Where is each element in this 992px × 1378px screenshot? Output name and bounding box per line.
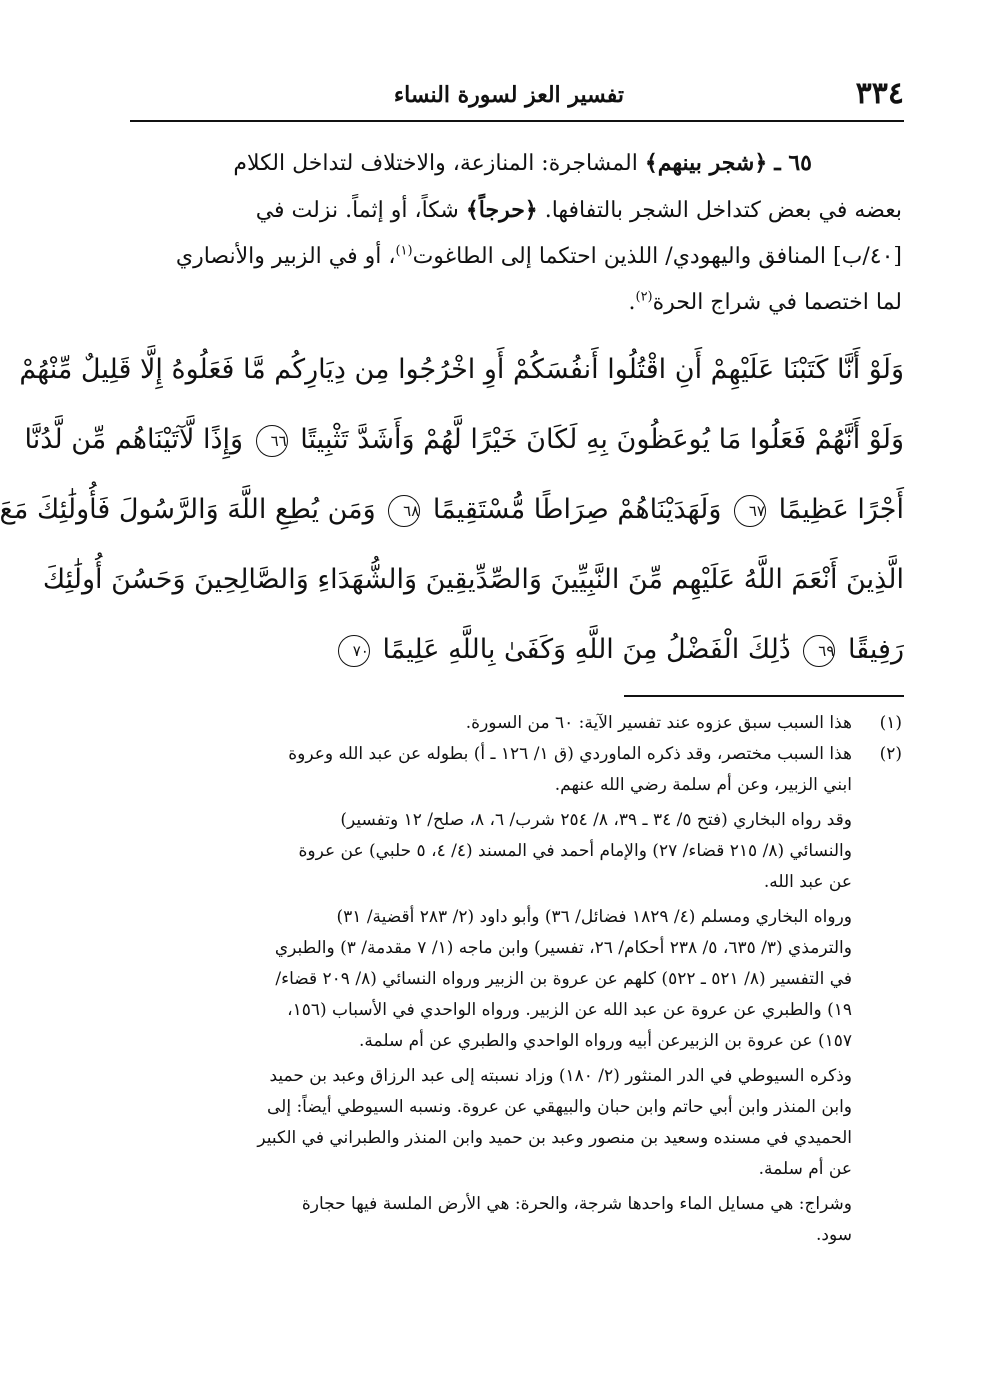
footnote-text: ابني الزبير، وعن أم سلمة رضي الله عنهم. <box>554 775 852 795</box>
verse-text: وَلَهَدَيْنَاهُمْ صِرَاطًا مُّسْتَقِيمًا <box>432 494 722 525</box>
footnote-2-paragraph-3 <box>135 902 902 1057</box>
footnote-text: ١٥٧) عن عروة بن الزبيرعن أبيه ورواه الواحدي والطبري عن أم سلمة. <box>358 1031 852 1051</box>
verse-text: وَمَن يُطِعِ اللَّهَ وَالرَّسُولَ فَأُولَٰئِكَ مَعَ <box>0 494 376 525</box>
footnote-text: ١٩) والطبري عن عروة عن عبد الله عن الزبير. ورواه الواحدي في الأسباب (١٥٦، <box>287 1000 852 1020</box>
footnote-divider <box>624 695 904 697</box>
footnote-text: في التفسير (٨/ ٥٢١ ـ ٥٢٢) كلهم عن عروة بن الزبير ورواه النسائي (٨/ ٢٠٩ قضاء/ <box>275 969 852 989</box>
commentary-block <box>135 140 902 326</box>
footnote-1 <box>135 708 902 739</box>
verse-text: ذَٰلِكَ الْفَضْلُ مِنَ اللَّهِ وَكَفَىٰ بِاللَّهِ عَلِيمًا <box>382 634 791 665</box>
verse-text: رَفِيقًا <box>848 634 904 665</box>
entry-number: ٦٥ ـ <box>774 150 812 176</box>
verse-text: الَّذِينَ أَنْعَمَ اللَّهُ عَلَيْهِم مِّنَ النَّبِيِّينَ وَالصِّدِّيقِينَ وَالشُّهَدَاءِ وَالصَّالِحِينَ وَحَسُنَ أُولَٰئِكَ <box>42 564 904 595</box>
ayah-number-marker: ٦٦ <box>256 425 288 457</box>
footnote-reference[interactable]: (٢) <box>635 289 653 305</box>
footnote-reference[interactable]: (١) <box>395 243 413 259</box>
footnote-2-paragraph-4 <box>135 1061 902 1185</box>
commentary-line-1 <box>135 140 902 187</box>
commentary-line-4 <box>135 280 902 326</box>
verse-text: وَلَوْ أَنَّا كَتَبْنَا عَلَيْهِمْ أَنِ اقْتُلُوا أَنفُسَكُمْ أَوِ اخْرُجُوا مِن دِيَارِكُم مَّا فَعَلُوهُ إِلَّا قَلِيلٌ مِّنْهُمْ <box>19 354 904 385</box>
commentary-text: . <box>628 290 636 315</box>
lemma: ﴿شجر بينهم﴾ <box>644 150 768 176</box>
commentary-text: المشاجرة: المنازعة، والاختلاف لتداخل الكلام <box>233 151 638 176</box>
commentary-text: ، أو في الزبير والأنصاري <box>175 244 396 269</box>
verse-line-2 <box>24 405 904 475</box>
running-title: تفسير العز لسورة النساء <box>393 82 624 108</box>
footnote-text: والترمذي (٣/ ٦٣٥، ٥/ ٢٣٨ أحكام/ ٢٦، تفسير) وابن ماجه (١/ ٧ مقدمة/ ٣) والطبري <box>274 938 852 958</box>
commentary-text: بعضه في بعض كتداخل الشجر بالتفافها. <box>544 198 902 223</box>
ayah-number-marker: ٦٩ <box>803 635 835 667</box>
lemma: ﴿حرجاً﴾ <box>465 197 538 223</box>
quran-verses <box>0 335 904 685</box>
footnote-number: (٢) <box>879 744 902 764</box>
ayah-number-marker: ٦٧ <box>734 495 766 527</box>
commentary-line-2 <box>135 187 902 234</box>
manuscript-folio-note: [٤٠/ب] <box>833 244 902 269</box>
footnotes <box>135 708 902 1251</box>
footnote-number: (١) <box>879 713 902 733</box>
page-number: ٣٣٤ <box>855 76 904 111</box>
footnote-text: عن عبد الله. <box>763 872 852 892</box>
commentary-line-3 <box>135 234 902 280</box>
verse-text: وَإِذًا لَّآتَيْنَاهُم مِّن لَّدُنَّا <box>24 424 244 455</box>
footnote-text: وقد رواه البخاري (فتح ٥/ ٣٤ ـ ٣٩، ٨/ ٢٥٤ شرب/ ٦، ٨، صلح/ ١٢ وتفسير) <box>340 810 852 830</box>
page-header <box>130 72 904 118</box>
commentary-text: شكاً، أو إثماً. نزلت في <box>255 198 459 223</box>
footnote-text: والنسائي (٨/ ٢١٥ قضاء/ ٢٧) والإمام أحمد في المسند (٤/ ٤، ٥ حلبي) عن عروة <box>298 841 852 861</box>
footnote-text: وذكره السيوطي في الدر المنثور (٢/ ١٨٠) وزاد نسبته إلى عبد الرزاق وعبد بن حميد <box>269 1066 852 1086</box>
verse-line-1 <box>19 335 904 405</box>
ayah-number-marker: ٦٨ <box>388 495 420 527</box>
commentary-text: المنافق واليهودي/ اللذين احتكما إلى الطاغوت <box>412 244 827 269</box>
ayah-number-marker: ٧٠ <box>338 635 370 667</box>
footnote-2 <box>135 739 902 801</box>
commentary-text: لما اختصما في شراج الحرة <box>652 290 902 315</box>
footnote-text: هذا السبب سبق عزوه عند تفسير الآية: ٦٠ من السورة. <box>465 713 852 733</box>
footnote-text: الحميدي في مسنده وسعيد بن منصور وعبد بن حميد وابن المنذر والطبراني في الكبير <box>257 1128 852 1148</box>
footnote-2-paragraph-5 <box>135 1189 902 1251</box>
verse-text: وَلَوْ أَنَّهُمْ فَعَلُوا مَا يُوعَظُونَ بِهِ لَكَانَ خَيْرًا لَّهُمْ وَأَشَدَّ تَثْبِيتًا <box>300 424 904 455</box>
footnote-text: وشراج: هي مسايل الماء واحدها شرجة، والحرة: هي الأرض الملسة فيها حجارة <box>301 1194 852 1214</box>
footnote-text: وابن المنذر وابن أبي حاتم وابن حبان والبيهقي عن عروة. ونسبه السيوطي أيضاً: إلى <box>266 1097 852 1117</box>
verse-line-5 <box>133 615 904 685</box>
footnote-text: عن أم سلمة. <box>758 1159 852 1179</box>
footnote-2-paragraph-2 <box>135 805 902 898</box>
verse-line-3 <box>0 475 904 545</box>
footnote-text: هذا السبب مختصر، وقد ذكره الماوردي (ق ١/ ١٢٦ ـ أ) بطوله عن عبد الله وعروة <box>288 744 852 764</box>
header-divider <box>130 120 904 122</box>
verse-text: أَجْرًا عَظِيمًا <box>778 494 904 525</box>
footnote-text: ورواه البخاري ومسلم (٤/ ١٨٢٩ فضائل/ ٣٦) وأبو داود (٢/ ٢٨٣ أقضية/ ٣١) <box>336 907 852 927</box>
verse-line-4 <box>42 545 904 615</box>
footnote-text: سود. <box>815 1225 852 1245</box>
